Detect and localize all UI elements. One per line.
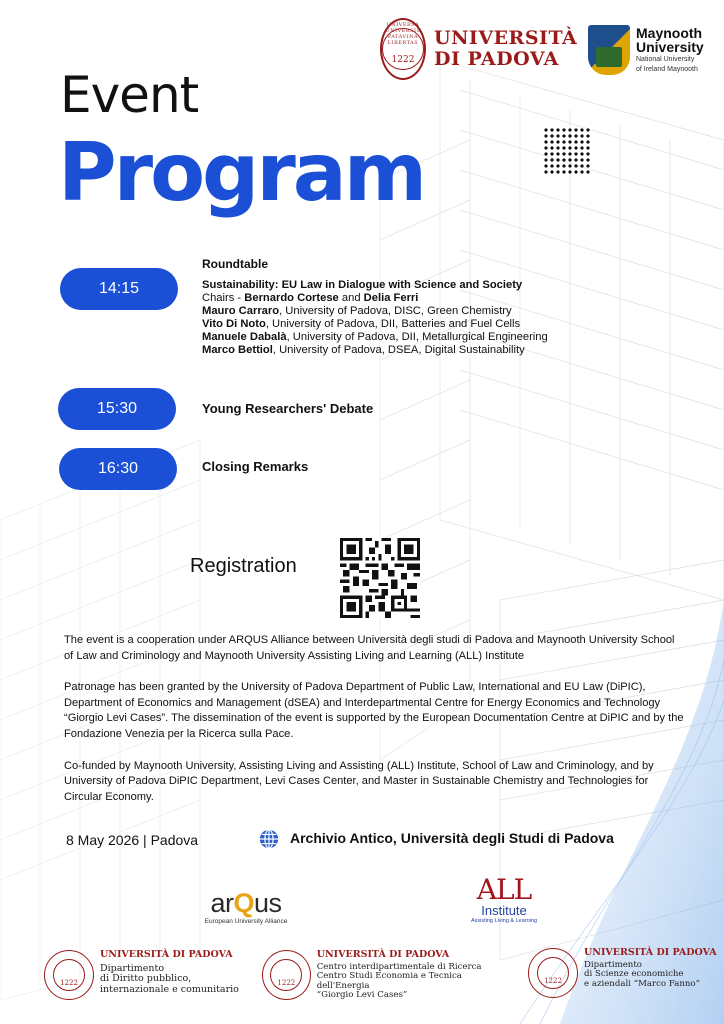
maynooth-name-line1: Maynooth <box>636 25 703 41</box>
all-subtitle: Assisting Living & Learning <box>470 918 538 924</box>
dept-line: di Diritto pubblico, <box>100 973 192 984</box>
maynooth-logo <box>588 22 718 78</box>
seal-ring-text: UNIVERSA UNIVERSIS PATAVINA LIBERTAS <box>385 22 421 46</box>
title-event: Event <box>60 66 199 124</box>
roundtable-chairs <box>202 292 622 305</box>
speaker-name: Manuele Dabalà <box>202 331 287 343</box>
agenda-label-debate: Young Researchers' Debate <box>202 401 374 416</box>
chair-1: Bernardo Cortese <box>244 292 339 304</box>
arqus-word-q: Q <box>233 888 254 918</box>
speaker-detail: , University of Padova, DSEA, Digital Sustainability <box>272 344 525 356</box>
speaker-detail: , University of Padova, DII, Batteries and Fuel Cells <box>265 318 521 330</box>
seal-year: 1222 <box>391 55 415 65</box>
arqus-logo <box>196 888 296 932</box>
dept-line: Dipartimento <box>584 959 642 970</box>
arqus-subtitle: European University Alliance <box>204 918 288 925</box>
chairs-and: and <box>338 292 364 304</box>
time-pill-1530: 15:30 <box>58 388 176 430</box>
dept-line: Centro interdipartimentale di Ricerca <box>316 961 482 972</box>
maynooth-sub-line1: National University <box>636 56 695 63</box>
speaker-item <box>202 305 622 318</box>
paragraph-cofunding: Co-funded by Maynooth University, Assisting Living and Assisting (ALL) Institute, School of Law and Criminology, and by University of Padova DiPIC Department, Levi Cases Center, and Master in Sustainable Chemistry and Technologies for Circular Economy. <box>64 759 654 803</box>
speaker-name: Vito Di Noto <box>202 318 266 330</box>
roundtable-block <box>202 258 622 357</box>
chair-2: Delia Ferri <box>363 292 419 304</box>
agenda-label-closing: Closing Remarks <box>202 459 309 474</box>
maynooth-name-line2: University <box>636 39 704 55</box>
dept-logo-dsea <box>528 948 718 998</box>
speaker-name: Marco Bettiol <box>202 344 273 356</box>
date-place: 8 May 2026 | Padova <box>66 832 199 848</box>
globe-icon <box>258 828 280 850</box>
paragraph-patronage: Patronage has been granted by the University of Padova Department of Public Law, International and EU Law (DiPIC), Department of Economics and Management (dSEA) and Interdepartmental Centre for Energy Economics and Technology “Giorgio Levi Cases”. The dissemination of the event is supported by the European Documentation Centre at DiPIC and by the Fondazione Venezia per la Ricerca sulla Pace. <box>64 681 684 740</box>
info-paragraphs <box>64 633 684 821</box>
maynooth-sub-line2: of Ireland Maynooth <box>636 66 698 73</box>
unipd-seal-icon: 1222 <box>262 950 311 1000</box>
arqus-word-a: ar <box>210 888 234 918</box>
dept-line: “Giorgio Levi Cases” <box>316 990 408 1001</box>
dept-line: internazionale e comunitario <box>100 983 239 995</box>
time-pill-1415: 14:15 <box>60 268 178 310</box>
chairs-prefix: Chairs - <box>202 292 245 304</box>
speaker-item <box>202 318 622 331</box>
unipd-name-line2: DI PADOVA <box>434 48 559 70</box>
dept-head: UNIVERSITÀ DI PADOVA <box>584 947 717 958</box>
unipd-name-line1: UNIVERSITÀ <box>434 27 578 49</box>
maynooth-crest-icon <box>588 25 630 75</box>
title-program: Program <box>58 126 425 219</box>
roundtable-topic: Sustainability: EU Law in Dialogue with Science and Society <box>202 279 523 291</box>
dept-line: di Scienze economiche <box>584 969 684 980</box>
dept-logo-levi-cases <box>262 950 512 1001</box>
speaker-detail: , University of Padova, DISC, Green Chemistry <box>279 305 512 317</box>
dept-line: e aziendali “Marco Fanno” <box>584 978 700 989</box>
arqus-word-b: us <box>254 888 282 918</box>
venue-text: Archivio Antico, Università degli Studi di Padova <box>290 830 614 846</box>
speaker-item <box>202 344 622 357</box>
all-institute-logo <box>468 873 540 928</box>
time-pill-1630: 16:30 <box>59 448 177 490</box>
roundtable-heading: Roundtable <box>202 257 268 271</box>
unipd-seal-icon <box>380 18 426 80</box>
dept-line: Centro Studi Economia e Tecnica dell'Energia <box>316 971 462 991</box>
dept-head: UNIVERSITÀ DI PADOVA <box>316 949 450 960</box>
registration-label: Registration <box>190 555 297 577</box>
paragraph-cooperation: The event is a cooperation under ARQUS Alliance between Università degli studi di Padova and Maynooth University School of Law and Criminology and Maynooth University Assisting Living and Learning (ALL) Institute <box>64 634 675 662</box>
unipd-seal-icon: 1222 <box>44 950 94 1000</box>
dept-logo-dipic <box>44 950 254 1000</box>
unipd-logo <box>380 18 578 80</box>
registration-qr-code[interactable] <box>340 538 420 618</box>
all-institute-word: Institute <box>481 903 527 918</box>
dept-head: UNIVERSITÀ DI PADOVA <box>100 949 233 960</box>
speaker-item <box>202 331 622 344</box>
speaker-detail: , University of Padova, DII, Metallurgical Engineering <box>286 331 548 343</box>
unipd-seal-icon: 1222 <box>528 948 578 998</box>
speaker-name: Mauro Carraro <box>202 305 280 317</box>
all-word: ALL <box>476 873 532 906</box>
dept-line: Dipartimento <box>100 962 165 974</box>
dot-grid-decoration <box>543 127 591 175</box>
